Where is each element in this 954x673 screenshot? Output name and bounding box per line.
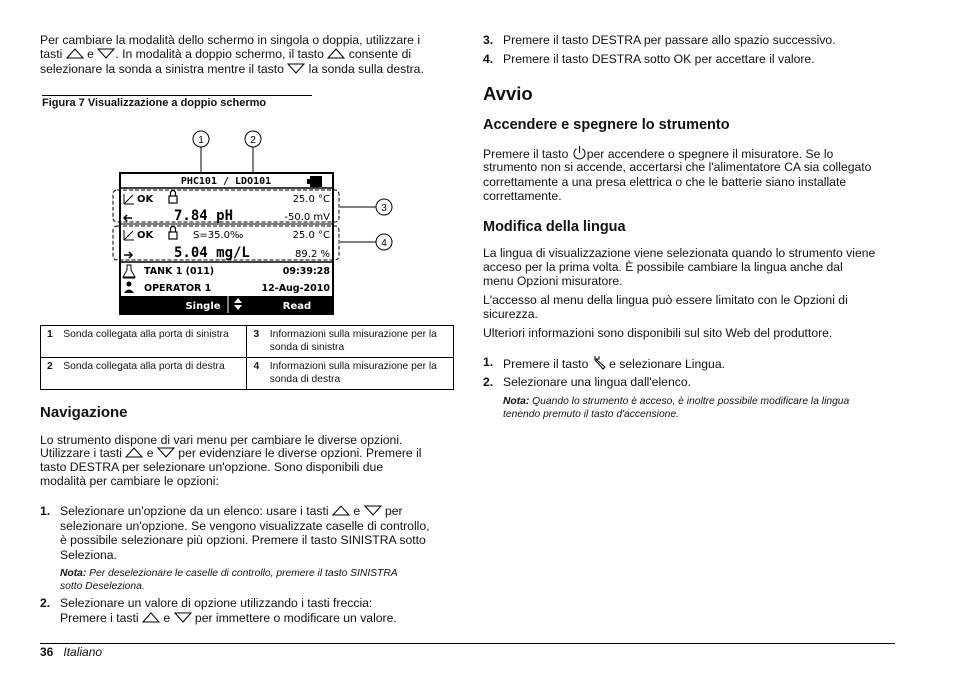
up-arrow-icon: [66, 47, 84, 59]
power-line-4: correttamente.: [483, 189, 562, 203]
tank-label: TANK 1 (011): [144, 266, 215, 277]
value-2: 5.04 mg/L: [174, 245, 250, 261]
list-item: 2. Selezionare un valore di opzione utilizzando i tasti freccia: Premere i tasti e per immettere o modificare un valore.: [40, 596, 397, 625]
power-line-3: correttamente a una presa elettrica o che le batterie siano installate: [483, 175, 847, 189]
table-row: 2 Sonda collegata alla porta di destra 4 Informazioni sulla misurazione per la sonda di destra: [41, 358, 454, 390]
footer-language: Italiano: [63, 645, 103, 659]
operator-label: OPERATOR 1: [144, 283, 212, 294]
page-number: 36: [40, 645, 54, 659]
screen-title: PHC101 / LDO101: [180, 176, 272, 187]
instrument-screen-figure: [100, 126, 400, 316]
up-arrow-icon: [332, 504, 350, 516]
mv-1: -50.0 mV: [284, 212, 330, 223]
svg-text:4: 4: [381, 238, 387, 249]
figure-caption: Figura 7 Visualizzazione a doppio schermo: [42, 95, 312, 109]
nav-line-2: Utilizzare i tasti e per evidenziare le diverse opzioni. Premere il: [40, 446, 422, 460]
intro-line-1: Per cambiare la modalità dello schermo in singola o doppia, utilizzare i: [40, 33, 421, 47]
page-footer: [40, 643, 895, 659]
intro-line-2: tasti e . In modalità a doppio schermo, il tasto consente di: [40, 47, 412, 61]
svg-text:2: 2: [250, 135, 256, 146]
svg-text:1: 1: [198, 135, 204, 146]
nav-line-3: tasto DESTRA per selezionare un'opzione. Sono disponibili due: [40, 460, 384, 474]
lang-line-5: sicurezza.: [483, 307, 538, 321]
list-item: 2. Selezionare una lingua dall'elenco.: [483, 375, 691, 389]
up-arrow-icon: [125, 446, 143, 458]
lang-line-6: Ulteriori informazioni sono disponibili sul sito Web del produttore.: [483, 326, 833, 340]
subheading-language: Modifica della lingua: [483, 219, 626, 235]
wrench-icon: [592, 355, 606, 370]
list-item: 4. Premere il tasto DESTRA sotto OK per accettare il valore.: [483, 52, 815, 66]
value-1: 7.84 pH: [174, 208, 234, 224]
down-arrow-icon: [157, 446, 175, 458]
lang-line-1: La lingua di visualizzazione viene selezionata quando lo strumento viene: [483, 246, 876, 260]
section-heading-avvio: Avvio: [483, 83, 533, 104]
up-arrow-icon: [327, 47, 345, 59]
salinity-2: S=35.0‰: [193, 230, 244, 241]
power-line-1: Premere il tasto per accendere o spegnere il misuratore. Se lo: [483, 147, 834, 161]
note-deselect: Nota: Per deselezionare le caselle di controllo, premere il tasto SINISTRA sotto Deseleziona.: [60, 568, 398, 592]
power-line-2: strumento non si accende, accertarsi che l'alimentatore CA sia collegato: [483, 160, 872, 174]
temp-1: 25.0 °C: [292, 194, 330, 205]
subheading-power: Accendere e spegnere lo strumento: [483, 117, 730, 133]
nav-line-1: Lo strumento dispone di vari menu per cambiare le diverse opzioni.: [40, 433, 403, 447]
list-item: 1. Selezionare un'opzione da un elenco: usare i tasti e per selezionare un'opzione. Se vengono visualizzate caselle di controllo, è possibile selezionare più opzioni. Premere il tasto SINISTRA sotto Seleziona.: [40, 504, 430, 562]
nav-heading: Navigazione: [40, 404, 128, 421]
list-item: 1. Premere il tasto e selezionare Lingua.: [483, 355, 725, 371]
down-arrow-icon: [174, 611, 192, 623]
callout-1: [193, 131, 209, 173]
lang-line-3: menu Opzioni misuratore.: [483, 274, 623, 288]
date-label: 12-Aug-2010: [261, 283, 330, 294]
softkey-single: Single: [185, 301, 221, 312]
nav-line-4: modalità per cambiare le opzioni:: [40, 474, 219, 488]
temp-2: 25.0 °C: [292, 230, 330, 241]
svg-text:3: 3: [381, 203, 387, 214]
intro-line-3: selezionare la sonda a sinistra mentre il tasto la sonda sulla destra.: [40, 62, 424, 76]
time-label: 09:39:28: [282, 266, 330, 277]
power-icon: [572, 145, 587, 160]
lang-line-4: L'accesso al menu della lingua può essere limitato con le Opzioni di: [483, 293, 848, 307]
figure-legend-table: [40, 325, 454, 390]
down-arrow-icon: [287, 62, 305, 74]
up-arrow-icon: [142, 611, 160, 623]
status-ok-2: OK: [137, 230, 154, 241]
pct-2: 89.2 %: [295, 249, 330, 260]
table-row: 1 Sonda collegata alla porta di sinistra 3 Informazioni sulla misurazione per la sonda di sinistra: [41, 326, 454, 358]
softkey-read: Read: [282, 301, 312, 312]
callout-4: [340, 234, 392, 250]
down-arrow-icon: [97, 47, 115, 59]
list-item: 3. Premere il tasto DESTRA per passare allo spazio successivo.: [483, 33, 836, 47]
note-language: Nota: Quando lo strumento è acceso, è inoltre possibile modificare la lingua tenendo premuto il tasto d'accensione.: [503, 396, 850, 420]
down-arrow-icon: [364, 504, 382, 516]
lang-line-2: acceso per la prima volta. È possibile cambiare la lingua anche dal: [483, 260, 843, 274]
callout-3: [340, 199, 392, 215]
callout-2: [245, 131, 261, 173]
screen-svg: [100, 126, 400, 316]
status-ok-1: OK: [137, 194, 154, 205]
